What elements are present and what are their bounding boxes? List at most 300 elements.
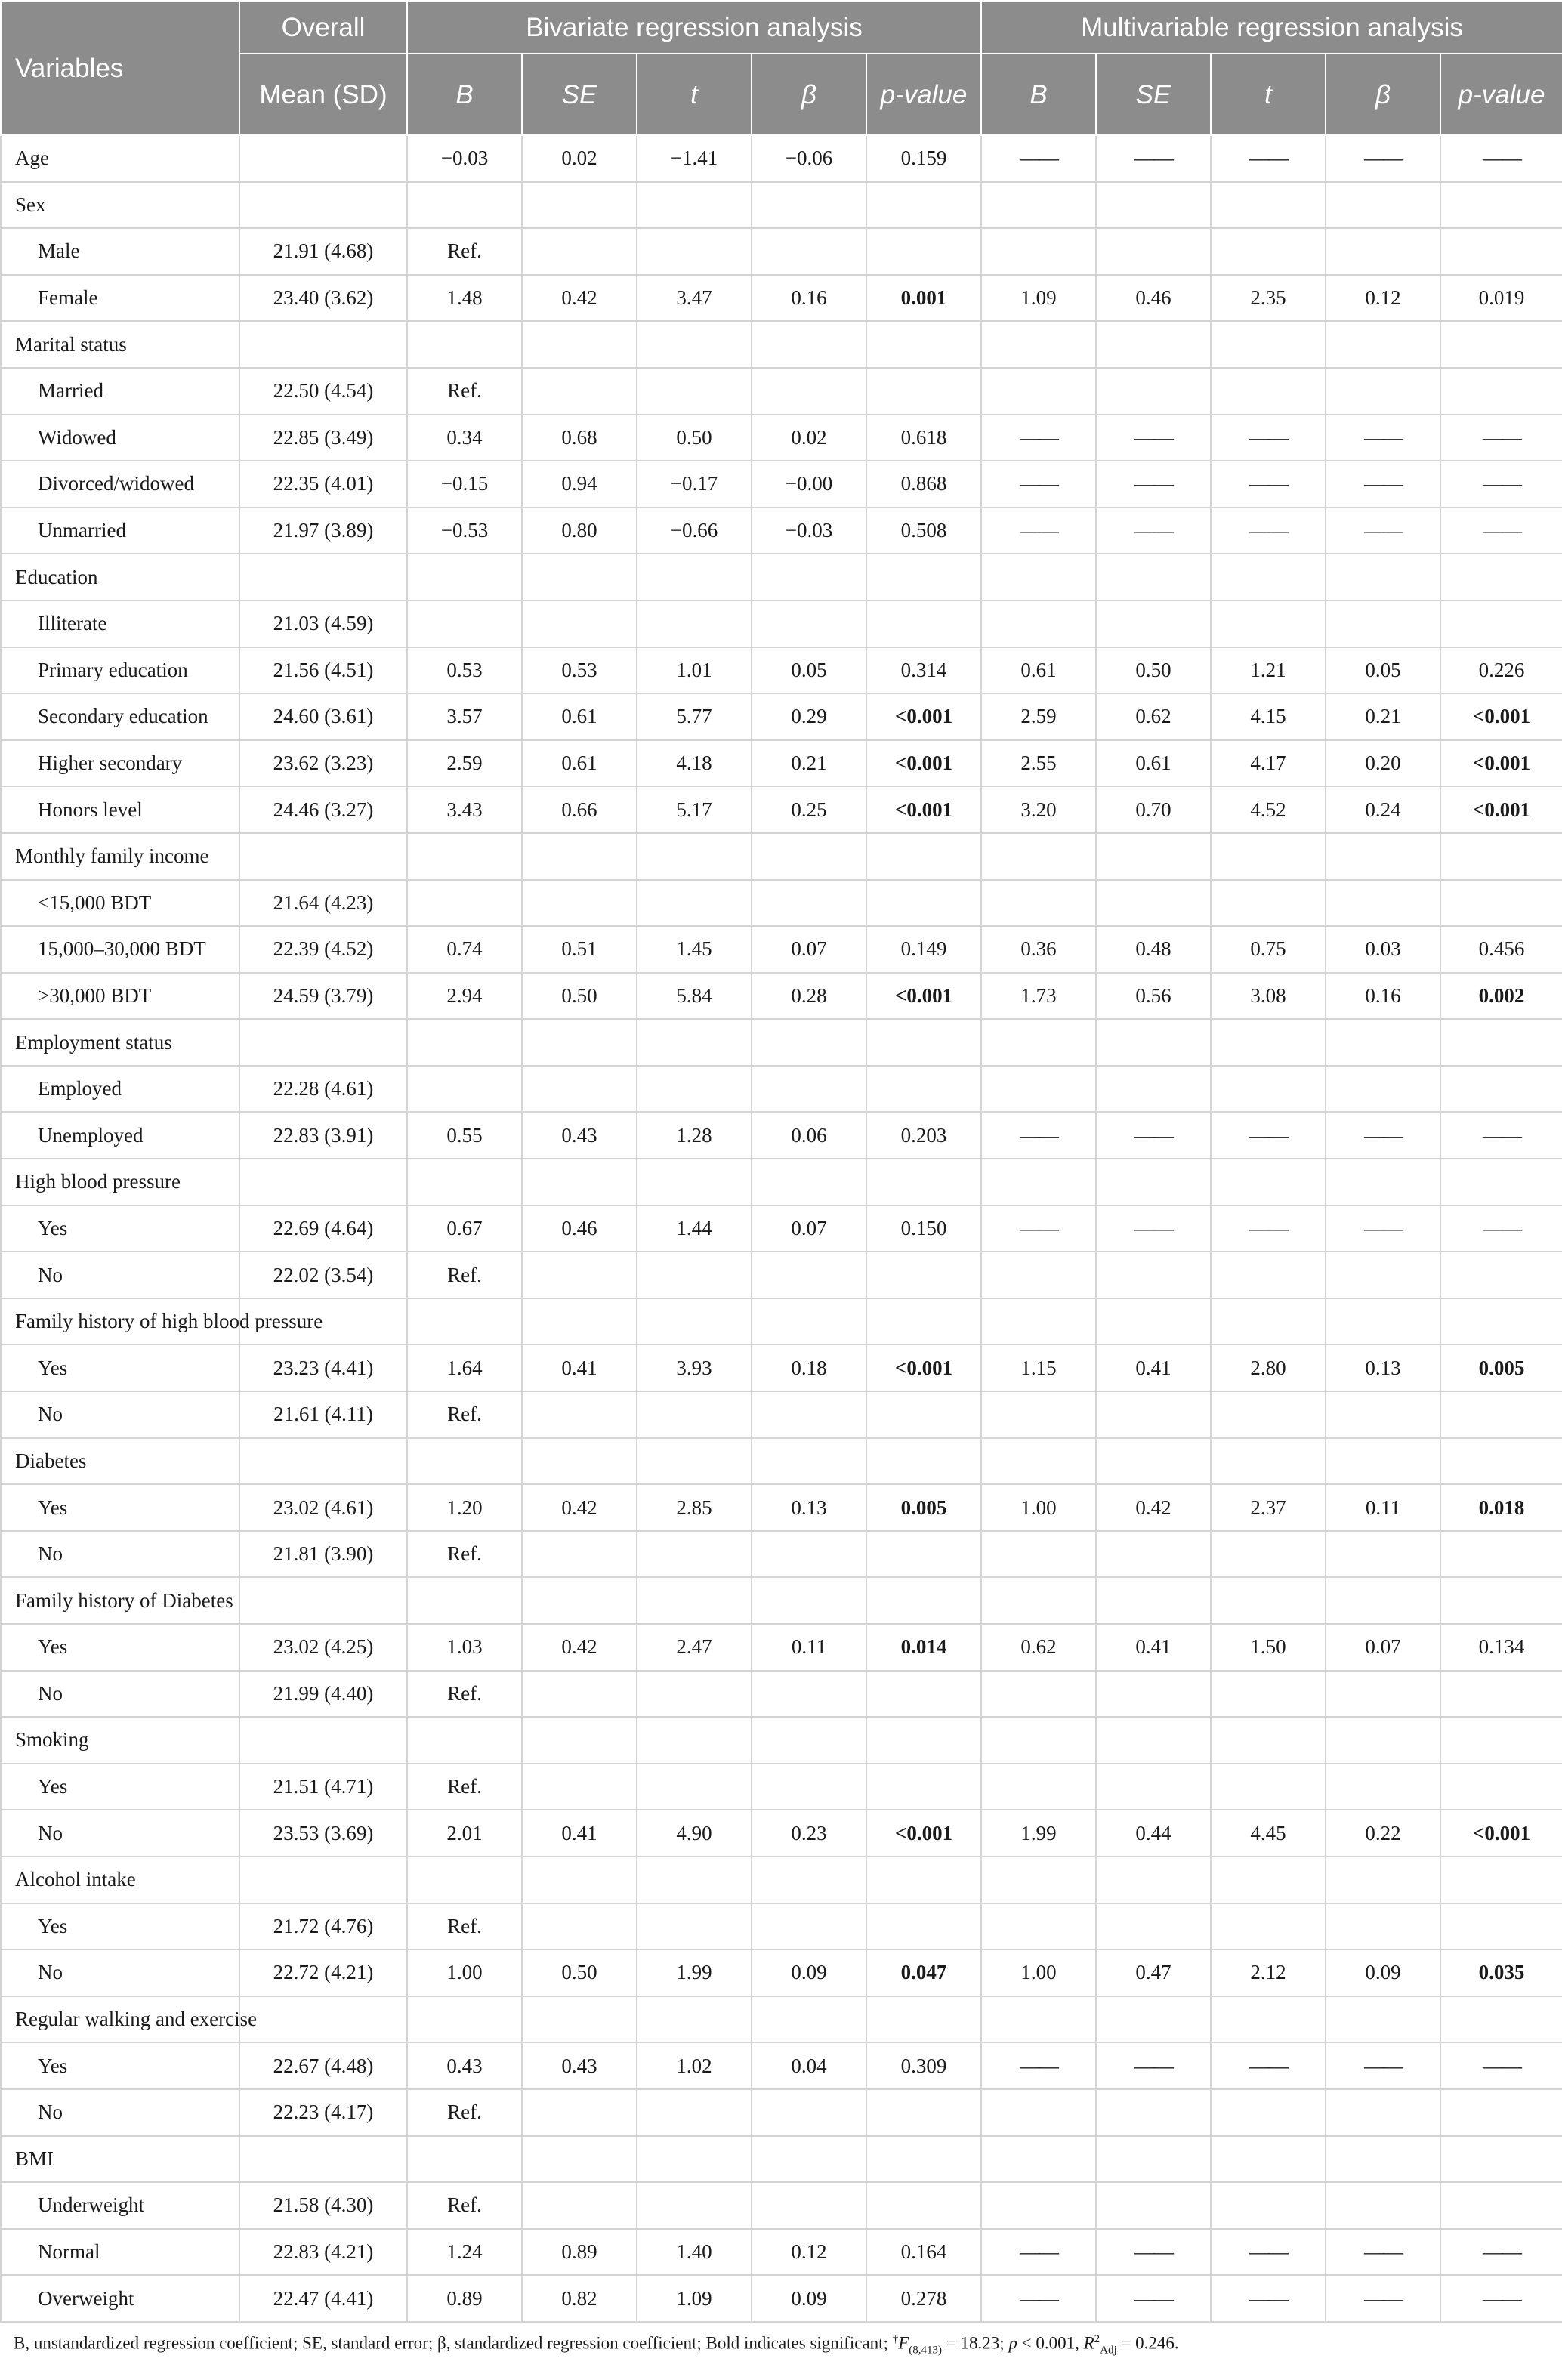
bi-b-cell: 2.01 [407, 1810, 522, 1857]
mean-sd-cell [239, 1159, 407, 1205]
bi-se-cell [522, 1671, 637, 1718]
bi-b-cell: −0.03 [407, 135, 522, 182]
bi-se-cell [522, 1577, 637, 1624]
bi-beta-cell [752, 1764, 866, 1810]
mv-p-cell [1440, 1298, 1562, 1345]
bi-se-cell: 0.53 [522, 647, 637, 694]
bi-se-cell: 0.02 [522, 135, 637, 182]
bi-p-cell: 0.159 [866, 135, 981, 182]
bi-p-cell: 0.005 [866, 1484, 981, 1531]
variable-cell: Monthly family income [1, 833, 239, 880]
mv-beta-cell [1326, 1531, 1440, 1578]
mv-se-cell [1096, 880, 1211, 927]
mv-se-cell: 0.70 [1096, 786, 1211, 833]
bi-p-cell [866, 1159, 981, 1205]
mean-sd-cell [239, 321, 407, 368]
bi-p-cell: 0.164 [866, 2229, 981, 2276]
mv-p-cell: <0.001 [1440, 693, 1562, 740]
header-mv-p: p-value [1440, 54, 1562, 135]
mv-t-cell [1211, 182, 1326, 229]
bi-t-cell: 5.77 [637, 693, 752, 740]
bi-beta-cell: 0.29 [752, 693, 866, 740]
bi-se-cell [522, 1298, 637, 1345]
bi-b-cell: 2.94 [407, 973, 522, 1020]
mv-p-cell: 0.456 [1440, 926, 1562, 973]
header-bi-se: SE [522, 54, 637, 135]
table-group-row [1, 135, 1562, 182]
table-row [1, 2089, 1562, 2136]
bi-se-cell: 0.82 [522, 2275, 637, 2322]
mv-se-cell [1096, 600, 1211, 647]
table-row [1, 1344, 1562, 1391]
mv-se-cell: 0.41 [1096, 1344, 1211, 1391]
mv-beta-cell [1326, 2136, 1440, 2183]
bi-se-cell [522, 1857, 637, 1903]
bi-t-cell [637, 880, 752, 927]
mv-p-cell [1440, 1438, 1562, 1485]
bi-p-cell [866, 600, 981, 647]
mean-sd-cell [239, 182, 407, 229]
table-row [1, 740, 1562, 787]
footnote-p-value: < 0.001, [1017, 2333, 1084, 2353]
bi-b-cell: 0.53 [407, 647, 522, 694]
mv-beta-cell [1326, 1252, 1440, 1298]
mv-p-cell [1440, 1717, 1562, 1764]
mean-sd-cell: 22.23 (4.17) [239, 2089, 407, 2136]
mean-sd-cell: 22.47 (4.41) [239, 2275, 407, 2322]
mv-b-cell [981, 368, 1096, 415]
mv-se-cell [1096, 182, 1211, 229]
mean-sd-cell: 22.50 (4.54) [239, 368, 407, 415]
variable-cell: Yes [1, 1764, 239, 1810]
variable-cell: Honors level [1, 786, 239, 833]
mv-p-cell: —— [1440, 415, 1562, 461]
bi-b-cell [407, 1019, 522, 1066]
mv-beta-cell: —— [1326, 415, 1440, 461]
variable-cell: No [1, 2089, 239, 2136]
mv-se-cell [1096, 1531, 1211, 1578]
bi-t-cell: 1.28 [637, 1112, 752, 1159]
mv-b-cell [981, 1252, 1096, 1298]
variable-cell: High blood pressure [1, 1159, 239, 1205]
mv-p-cell [1440, 368, 1562, 415]
bi-t-cell: 1.40 [637, 2229, 752, 2276]
mv-se-cell: —— [1096, 1205, 1211, 1252]
bi-beta-cell: 0.09 [752, 2275, 866, 2322]
bi-p-cell: <0.001 [866, 1344, 981, 1391]
mv-t-cell [1211, 368, 1326, 415]
bi-t-cell: 1.02 [637, 2042, 752, 2089]
mv-t-cell [1211, 1903, 1326, 1950]
mv-b-cell: 3.20 [981, 786, 1096, 833]
mv-beta-cell: 0.05 [1326, 647, 1440, 694]
bi-se-cell: 0.43 [522, 1112, 637, 1159]
mv-se-cell [1096, 1391, 1211, 1438]
mv-se-cell [1096, 1438, 1211, 1485]
mv-se-cell [1096, 368, 1211, 415]
mean-sd-cell: 22.69 (4.64) [239, 1205, 407, 1252]
variable-cell: Overweight [1, 2275, 239, 2322]
bi-beta-cell: 0.12 [752, 2229, 866, 2276]
mv-b-cell: 1.99 [981, 1810, 1096, 1857]
mv-p-cell: 0.019 [1440, 275, 1562, 322]
bi-b-cell [407, 1066, 522, 1113]
bi-se-cell [522, 880, 637, 927]
bi-se-cell: 0.61 [522, 693, 637, 740]
bi-b-cell: 0.67 [407, 1205, 522, 1252]
bi-p-cell: 0.149 [866, 926, 981, 973]
bi-t-cell: 4.18 [637, 740, 752, 787]
mv-b-cell [981, 2182, 1096, 2229]
bi-b-cell: 0.89 [407, 2275, 522, 2322]
mv-beta-cell: 0.16 [1326, 973, 1440, 1020]
mv-se-cell: 0.56 [1096, 973, 1211, 1020]
bi-p-cell [866, 1671, 981, 1718]
mv-beta-cell [1326, 1438, 1440, 1485]
mv-beta-cell: —— [1326, 508, 1440, 554]
mv-beta-cell [1326, 2182, 1440, 2229]
mv-beta-cell [1326, 228, 1440, 275]
table-row [1, 1391, 1562, 1438]
bi-t-cell [637, 1671, 752, 1718]
bi-b-cell: Ref. [407, 1903, 522, 1950]
mv-t-cell: 0.75 [1211, 926, 1326, 973]
bi-p-cell: <0.001 [866, 1810, 981, 1857]
variable-cell: Female [1, 275, 239, 322]
mv-t-cell: —— [1211, 2275, 1326, 2322]
mv-beta-cell [1326, 1717, 1440, 1764]
variable-cell: No [1, 1531, 239, 1578]
bi-se-cell [522, 1438, 637, 1485]
bi-t-cell [637, 600, 752, 647]
bi-t-cell [637, 1764, 752, 1810]
table-footnote [0, 2323, 1562, 2357]
table-row [1, 880, 1562, 927]
bi-p-cell [866, 1857, 981, 1903]
variable-cell: 15,000–30,000 BDT [1, 926, 239, 973]
bi-b-cell: Ref. [407, 228, 522, 275]
variable-cell: Alcohol intake [1, 1857, 239, 1903]
bi-beta-cell [752, 600, 866, 647]
bi-b-cell [407, 1159, 522, 1205]
mv-t-cell: 2.35 [1211, 275, 1326, 322]
mean-sd-cell: 24.46 (3.27) [239, 786, 407, 833]
variable-cell: Yes [1, 2042, 239, 2089]
mv-se-cell [1096, 2136, 1211, 2183]
bi-t-cell [637, 1903, 752, 1950]
table-group-row [1, 182, 1562, 229]
table-row [1, 1624, 1562, 1671]
mv-b-cell [981, 1159, 1096, 1205]
bi-p-cell: 0.203 [866, 1112, 981, 1159]
mv-se-cell [1096, 1159, 1211, 1205]
bi-beta-cell [752, 1857, 866, 1903]
mv-p-cell [1440, 1577, 1562, 1624]
mean-sd-cell: 24.59 (3.79) [239, 973, 407, 1020]
bi-beta-cell [752, 1019, 866, 1066]
bi-beta-cell [752, 2089, 866, 2136]
bi-b-cell: 3.57 [407, 693, 522, 740]
header-multivariable: Multivariable regression analysis [981, 1, 1562, 54]
mv-se-cell [1096, 1019, 1211, 1066]
mv-beta-cell: 0.07 [1326, 1624, 1440, 1671]
mv-t-cell: 4.45 [1211, 1810, 1326, 1857]
bi-se-cell [522, 600, 637, 647]
bi-b-cell: Ref. [407, 1531, 522, 1578]
bi-se-cell [522, 1252, 637, 1298]
bi-p-cell [866, 1717, 981, 1764]
bi-t-cell: 5.84 [637, 973, 752, 1020]
mean-sd-cell: 22.83 (4.21) [239, 2229, 407, 2276]
mv-b-cell [981, 1438, 1096, 1485]
table-row [1, 415, 1562, 461]
mv-t-cell [1211, 1066, 1326, 1113]
bi-se-cell [522, 2182, 637, 2229]
bi-p-cell [866, 1531, 981, 1578]
variable-cell: Unemployed [1, 1112, 239, 1159]
bi-t-cell [637, 1857, 752, 1903]
table-group-row [1, 1438, 1562, 1485]
mean-sd-cell: 22.35 (4.01) [239, 461, 407, 508]
mv-b-cell [981, 1577, 1096, 1624]
footnote-r-value: = 0.246. [1116, 2333, 1179, 2353]
bi-t-cell: 1.45 [637, 926, 752, 973]
bi-beta-cell [752, 1252, 866, 1298]
bi-t-cell [637, 1066, 752, 1113]
bi-se-cell [522, 1764, 637, 1810]
bi-beta-cell: 0.23 [752, 1810, 866, 1857]
bi-se-cell [522, 182, 637, 229]
variable-cell: Sex [1, 182, 239, 229]
table-row [1, 2275, 1562, 2322]
bi-b-cell [407, 880, 522, 927]
bi-beta-cell: 0.16 [752, 275, 866, 322]
bi-p-cell [866, 1391, 981, 1438]
bi-beta-cell: −0.03 [752, 508, 866, 554]
mean-sd-cell: 21.51 (4.71) [239, 1764, 407, 1810]
mv-b-cell: —— [981, 2229, 1096, 2276]
table-group-row [1, 1996, 1562, 2043]
variable-cell: Family history of Diabetes [1, 1577, 239, 1624]
bi-t-cell [637, 1577, 752, 1624]
header-bi-t: t [637, 54, 752, 135]
mean-sd-cell: 23.40 (3.62) [239, 275, 407, 322]
bi-se-cell [522, 1717, 637, 1764]
table-group-row [1, 1577, 1562, 1624]
bi-se-cell: 0.50 [522, 1949, 637, 1996]
mv-p-cell [1440, 1159, 1562, 1205]
mv-b-cell [981, 600, 1096, 647]
bi-p-cell [866, 368, 981, 415]
bi-beta-cell [752, 1159, 866, 1205]
bi-p-cell: 0.001 [866, 275, 981, 322]
bi-t-cell [637, 182, 752, 229]
variable-cell: No [1, 1391, 239, 1438]
bi-t-cell [637, 228, 752, 275]
mv-se-cell: 0.46 [1096, 275, 1211, 322]
bi-b-cell: Ref. [407, 1764, 522, 1810]
bi-t-cell [637, 2089, 752, 2136]
mv-b-cell: 2.59 [981, 693, 1096, 740]
bi-b-cell: Ref. [407, 2089, 522, 2136]
table-row [1, 1764, 1562, 1810]
mv-beta-cell [1326, 833, 1440, 880]
bi-p-cell: <0.001 [866, 693, 981, 740]
variable-cell: Secondary education [1, 693, 239, 740]
mv-beta-cell [1326, 1996, 1440, 2043]
mv-beta-cell [1326, 1391, 1440, 1438]
header-mv-beta: β [1326, 54, 1440, 135]
table-row [1, 973, 1562, 1020]
mv-p-cell: —— [1440, 2042, 1562, 2089]
variable-cell: Normal [1, 2229, 239, 2276]
bi-t-cell: 1.09 [637, 2275, 752, 2322]
mv-se-cell [1096, 833, 1211, 880]
mv-beta-cell [1326, 1298, 1440, 1345]
mv-p-cell: —— [1440, 461, 1562, 508]
mv-p-cell: <0.001 [1440, 1810, 1562, 1857]
bi-b-cell: 2.59 [407, 740, 522, 787]
mean-sd-cell: 21.58 (4.30) [239, 2182, 407, 2229]
mv-t-cell [1211, 833, 1326, 880]
bi-t-cell: 1.01 [637, 647, 752, 694]
mv-b-cell [981, 1717, 1096, 1764]
mv-b-cell: —— [981, 415, 1096, 461]
mv-t-cell [1211, 880, 1326, 927]
mv-t-cell: 2.12 [1211, 1949, 1326, 1996]
mean-sd-cell [239, 1717, 407, 1764]
mv-se-cell [1096, 1717, 1211, 1764]
bi-t-cell: −1.41 [637, 135, 752, 182]
mv-t-cell: 4.15 [1211, 693, 1326, 740]
mv-b-cell: —— [981, 2042, 1096, 2089]
bi-beta-cell [752, 1996, 866, 2043]
bi-se-cell [522, 1903, 637, 1950]
table-row [1, 2229, 1562, 2276]
mv-b-cell: —— [981, 1112, 1096, 1159]
mv-b-cell: 2.55 [981, 740, 1096, 787]
variable-cell: BMI [1, 2136, 239, 2183]
bi-beta-cell: 0.02 [752, 415, 866, 461]
mean-sd-cell: 22.39 (4.52) [239, 926, 407, 973]
mv-t-cell [1211, 1996, 1326, 2043]
mv-t-cell [1211, 1298, 1326, 1345]
mean-sd-cell: 22.02 (3.54) [239, 1252, 407, 1298]
mv-p-cell: 0.134 [1440, 1624, 1562, 1671]
mv-b-cell [981, 1391, 1096, 1438]
variable-cell: No [1, 1810, 239, 1857]
table-group-row [1, 1717, 1562, 1764]
table-row [1, 228, 1562, 275]
mv-beta-cell [1326, 1671, 1440, 1718]
mv-t-cell [1211, 1764, 1326, 1810]
mv-beta-cell: —— [1326, 2275, 1440, 2322]
bi-p-cell [866, 2089, 981, 2136]
bi-beta-cell: 0.05 [752, 647, 866, 694]
bi-b-cell: 1.20 [407, 1484, 522, 1531]
bi-b-cell: Ref. [407, 368, 522, 415]
bi-b-cell [407, 182, 522, 229]
variable-cell: Unmarried [1, 508, 239, 554]
mean-sd-cell: 23.62 (3.23) [239, 740, 407, 787]
mv-t-cell: 1.21 [1211, 647, 1326, 694]
bi-beta-cell [752, 368, 866, 415]
mv-t-cell [1211, 1671, 1326, 1718]
variable-cell: Smoking [1, 1717, 239, 1764]
bi-t-cell: −0.17 [637, 461, 752, 508]
mv-p-cell [1440, 833, 1562, 880]
table-header [1, 1, 1562, 135]
bi-t-cell [637, 1298, 752, 1345]
variable-cell: Married [1, 368, 239, 415]
mean-sd-cell [239, 833, 407, 880]
variable-cell: Male [1, 228, 239, 275]
mv-t-cell [1211, 1159, 1326, 1205]
mv-p-cell [1440, 228, 1562, 275]
bi-p-cell: 0.014 [866, 1624, 981, 1671]
footnote-r-letter: R [1083, 2333, 1094, 2353]
mv-se-cell [1096, 2182, 1211, 2229]
mv-t-cell: —— [1211, 135, 1326, 182]
bi-b-cell [407, 1996, 522, 2043]
bi-b-cell: −0.15 [407, 461, 522, 508]
mv-p-cell: 0.002 [1440, 973, 1562, 1020]
mean-sd-cell: 22.83 (3.91) [239, 1112, 407, 1159]
bi-beta-cell [752, 1391, 866, 1438]
bi-se-cell [522, 1996, 637, 2043]
bi-se-cell: 0.41 [522, 1810, 637, 1857]
bi-b-cell: Ref. [407, 1391, 522, 1438]
bi-t-cell [637, 833, 752, 880]
mean-sd-cell: 21.91 (4.68) [239, 228, 407, 275]
bi-t-cell: 4.90 [637, 1810, 752, 1857]
bi-beta-cell: 0.18 [752, 1344, 866, 1391]
bi-p-cell [866, 1996, 981, 2043]
bi-se-cell: 0.94 [522, 461, 637, 508]
bi-beta-cell: 0.28 [752, 973, 866, 1020]
mv-t-cell [1211, 1438, 1326, 1485]
variable-cell: Diabetes [1, 1438, 239, 1485]
mv-beta-cell: —— [1326, 2042, 1440, 2089]
table-row [1, 1903, 1562, 1950]
table-row [1, 461, 1562, 508]
bi-beta-cell: 0.11 [752, 1624, 866, 1671]
mv-se-cell [1096, 321, 1211, 368]
bi-se-cell [522, 1391, 637, 1438]
footnote-f-value: = 18.23; [942, 2333, 1009, 2353]
footnote-r-squared: 2 [1094, 2332, 1100, 2345]
mv-beta-cell: 0.21 [1326, 693, 1440, 740]
mv-se-cell [1096, 1066, 1211, 1113]
table-group-row [1, 1019, 1562, 1066]
footnote-r-adj: Adj [1100, 2344, 1117, 2357]
bi-p-cell: 0.868 [866, 461, 981, 508]
bi-se-cell: 0.46 [522, 1205, 637, 1252]
mv-p-cell [1440, 1671, 1562, 1718]
mv-beta-cell: 0.09 [1326, 1949, 1440, 1996]
mv-p-cell [1440, 600, 1562, 647]
bi-t-cell [637, 368, 752, 415]
variable-cell: No [1, 1671, 239, 1718]
bi-t-cell: −0.66 [637, 508, 752, 554]
mv-b-cell: —— [981, 2275, 1096, 2322]
mv-t-cell: —— [1211, 2042, 1326, 2089]
mv-b-cell: —— [981, 461, 1096, 508]
header-mv-t: t [1211, 54, 1326, 135]
bi-b-cell: Ref. [407, 1252, 522, 1298]
mv-se-cell: —— [1096, 2275, 1211, 2322]
bi-se-cell: 0.42 [522, 1624, 637, 1671]
